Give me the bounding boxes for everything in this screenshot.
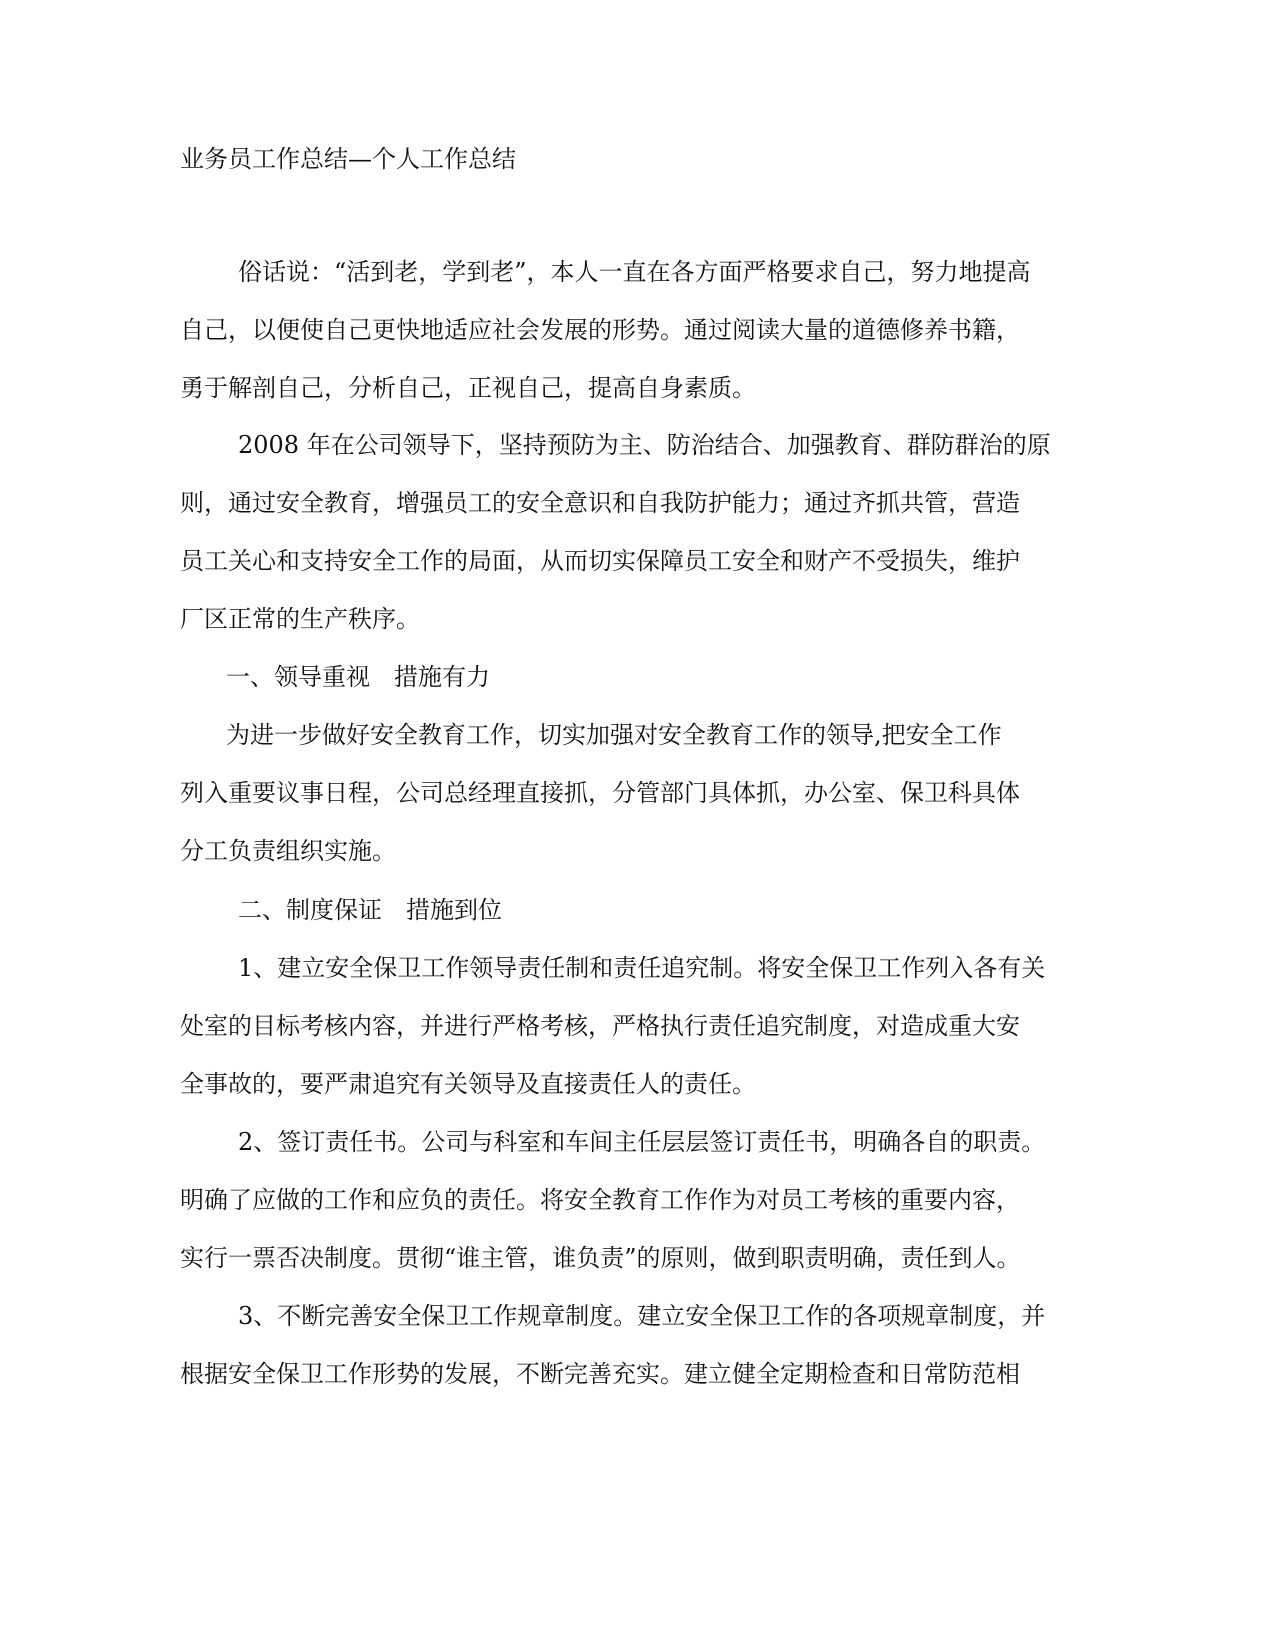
item-2-line-2: 明确了应做的工作和应负的责任。将安全教育工作作为对员工考核的重要内容，: [180, 1186, 1020, 1214]
paragraph-3-line-1: 为进一步做好安全教育工作，切实加强对安全教育工作的领导,把安全工作: [226, 721, 1002, 749]
item-1-line-2: 处室的目标考核内容，并进行严格考核，严格执行责任追究制度，对造成重大安: [180, 1012, 1020, 1040]
paragraph-2-line-3: 员工关心和支持安全工作的局面，从而切实保障员工安全和财产不受损失，维护: [180, 547, 1020, 575]
item-3-line-2: 根据安全保卫工作形势的发展，不断完善充实。建立健全定期检查和日常防范相: [180, 1360, 1020, 1388]
paragraph-1-line-3: 勇于解剖自己，分析自己，正视自己，提高自身素质。: [180, 374, 756, 402]
item-3-line-1: 3、不断完善安全保卫工作规章制度。建立安全保卫工作的各项规章制度，并: [238, 1302, 1046, 1330]
section-heading-1: 一、领导重视 措施有力: [226, 663, 490, 691]
section-heading-2: 二、制度保证 措施到位: [238, 896, 502, 924]
item-2-line-3: 实行一票否决制度。贯彻“谁主管，谁负责”的原则，做到职责明确，责任到人。: [180, 1244, 1021, 1272]
paragraph-1-line-2: 自己，以便使自己更快地适应社会发展的形势。通过阅读大量的道德修养书籍，: [180, 316, 1020, 344]
paragraph-3-line-2: 列入重要议事日程，公司总经理直接抓，分管部门具体抓，办公室、保卫科具体: [180, 779, 1020, 807]
paragraph-1-line-1: 俗话说：“活到老，学到老”，本人一直在各方面严格要求自己，努力地提高: [238, 258, 1031, 286]
item-1-line-1: 1、建立安全保卫工作领导责任制和责任追究制。将安全保卫工作列入各有关: [238, 954, 1046, 982]
item-1-line-3: 全事故的，要严肃追究有关领导及直接责任人的责任。: [180, 1070, 756, 1098]
paragraph-2-line-1: 2008 年在公司领导下，坚持预防为主、防治结合、加强教育、群防群治的原: [238, 431, 1051, 459]
paragraph-2-line-4: 厂区正常的生产秩序。: [180, 605, 420, 633]
paragraph-2-line-2: 则，通过安全教育，增强员工的安全意识和自我防护能力；通过齐抓共管，营造: [180, 489, 1020, 517]
item-2-line-1: 2、签订责任书。公司与科室和车间主任层层签订责任书，明确各自的职责。: [238, 1128, 1046, 1156]
paragraph-3-line-3: 分工负责组织实施。: [180, 837, 396, 865]
document-title: 业务员工作总结—个人工作总结: [180, 145, 516, 173]
